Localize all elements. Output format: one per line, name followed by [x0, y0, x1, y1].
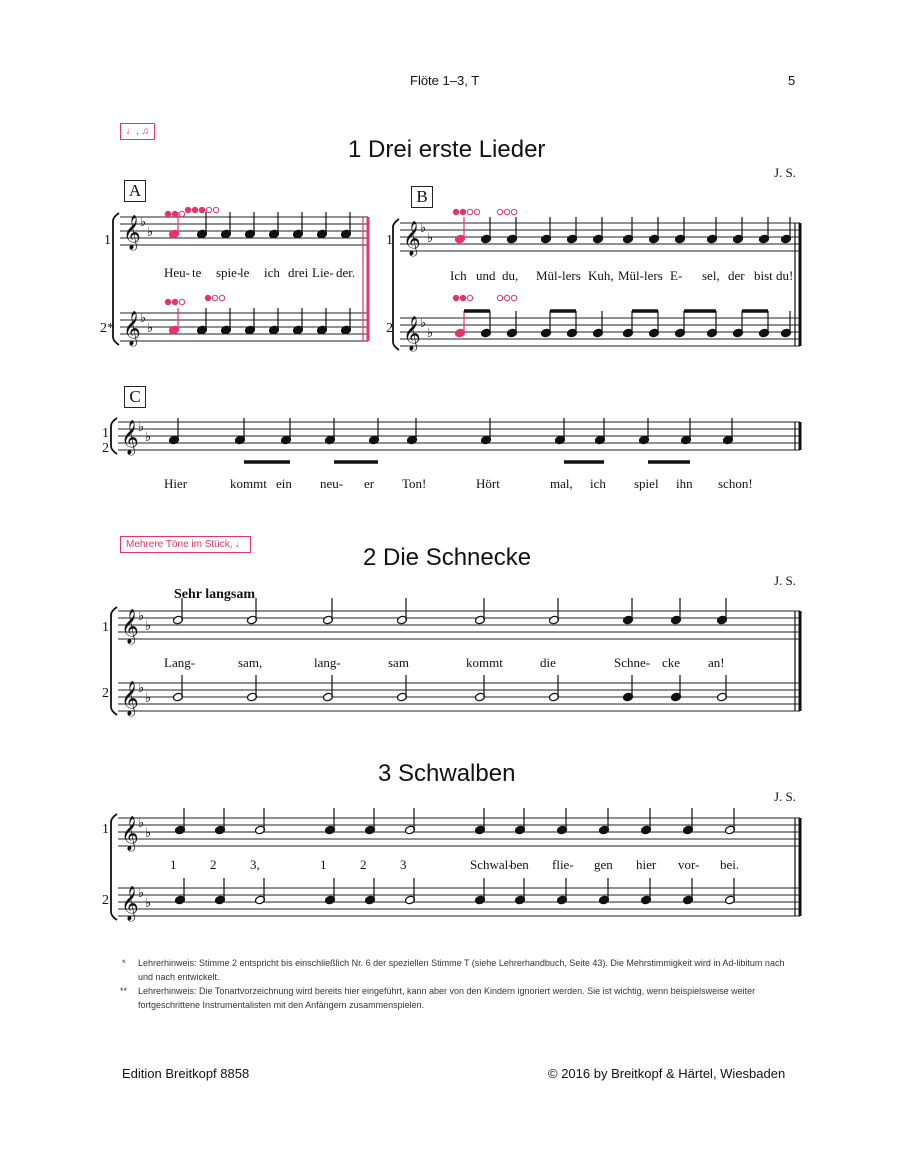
staff-p2a-flat: ♭: [145, 619, 152, 634]
fingering-b2: [453, 295, 458, 300]
staff-b2-clef: 𝄞: [403, 316, 421, 351]
lyric-syllable: Hört: [476, 476, 500, 491]
lyric-syllable: Kuh,: [588, 268, 614, 283]
lyric-syllable: und: [476, 268, 496, 283]
fingering-a2: [179, 299, 184, 304]
footnote-1: Lehrerhinweis: Stimme 2 entspricht bis einschließlich Nr. 6 der speziellen Stimme T (siehe Lehrerhandbuch, Seite 43). Die Mehrstimmigkeit wird in Ad-libitum nach und nach entwickelt.: [138, 958, 785, 982]
lyric-syllable: ein: [276, 476, 292, 491]
lyric-syllable: schon!: [718, 476, 753, 491]
staff-b2-flat: ♭: [427, 326, 434, 341]
lyric-syllable: Mül-: [536, 268, 562, 283]
copyright: © 2016 by Breitkopf & Härtel, Wiesbaden: [548, 1066, 786, 1081]
staff-a2-flat: ♭: [140, 311, 147, 326]
piece-2-title: 2 Die Schnecke: [363, 544, 532, 571]
lyric-syllable: mal,: [550, 476, 573, 491]
lyric-syllable: vor-: [678, 857, 700, 872]
fingering-b1: [474, 209, 479, 214]
lyric-syllable: le: [240, 265, 250, 280]
section-c-box: C: [124, 386, 146, 408]
staff-b2-flat: ♭: [420, 316, 427, 331]
staff-a2-clef: 𝄞: [123, 311, 141, 346]
lyric-syllable: Heu-: [164, 265, 190, 280]
lyric-syllable: 3,: [250, 857, 260, 872]
staff-p2-label-2: 2: [102, 686, 109, 701]
fingering-a2b: [205, 295, 210, 300]
lyric-syllable: Hier: [164, 476, 188, 491]
staff-p2a-clef: 𝄞: [121, 609, 139, 644]
lyric-syllable: sam: [388, 655, 409, 670]
lyric-syllable: der.: [336, 265, 356, 280]
lyric-syllable: kommt: [466, 655, 503, 670]
piece-1-title: 1 Drei erste Lieder: [348, 136, 546, 163]
staff-c-flat: ♭: [138, 420, 145, 435]
staff-a2-flat: ♭: [147, 321, 154, 336]
staff-p3-label-2: 2: [102, 893, 109, 908]
fingering-a1b: [192, 207, 197, 212]
fingering-b1b: [511, 209, 516, 214]
footnote-1-mark: *: [122, 958, 126, 968]
lyric-syllable: er: [364, 476, 375, 491]
fingering-a1: [165, 211, 170, 216]
fingering-a2: [165, 299, 170, 304]
fingering-a2b: [212, 295, 217, 300]
fingering-a1b: [213, 207, 218, 212]
running-header: Flöte 1–3, T: [410, 73, 480, 88]
lyric-syllable: Mül-: [618, 268, 644, 283]
staff-c-label-1: 1: [102, 426, 109, 441]
lyric-syllable: lers: [644, 268, 663, 283]
staff-c-flat: ♭: [145, 430, 152, 445]
fingering-a1b: [206, 207, 211, 212]
staff-p3-label-1: 1: [102, 822, 109, 837]
lyric-syllable: an!: [708, 655, 725, 670]
fingering-b2b: [511, 295, 516, 300]
lyric-syllable: 1: [170, 857, 177, 872]
page-number: 5: [788, 73, 796, 88]
lyric-syllable: spie-: [216, 265, 242, 280]
lyric-syllable: sel,: [702, 268, 720, 283]
bracket-a: [113, 213, 119, 345]
lyric-syllable: cke: [662, 655, 681, 670]
fingering-a1b: [199, 207, 204, 212]
lyric-syllable: 3: [400, 857, 407, 872]
staff-a1-flat: ♭: [147, 225, 154, 240]
lyric-syllable: sam,: [238, 655, 263, 670]
bracket-c: [111, 418, 117, 454]
section-b-box: B: [411, 186, 433, 208]
lyric-syllable: lang-: [314, 655, 341, 670]
lyric-syllable: spiel: [634, 476, 659, 491]
staff-p2b-flat: ♭: [145, 691, 152, 706]
staff-b1-clef: 𝄞: [403, 221, 421, 256]
fingering-b2: [460, 295, 465, 300]
lyric-syllable: du,: [502, 268, 519, 283]
fingering-a1: [179, 211, 184, 216]
lyric-syllable: bei.: [720, 857, 740, 872]
section-a-box: A: [124, 180, 146, 202]
fingering-a2: [172, 299, 177, 304]
lyric-syllable: neu-: [320, 476, 344, 491]
fingering-b1: [453, 209, 458, 214]
staff-p2a-flat: ♭: [138, 609, 145, 624]
staff-b1-flat: ♭: [420, 221, 427, 236]
fingering-b1b: [504, 209, 509, 214]
staff-b-label-2: 2: [386, 321, 393, 336]
fingering-b1b: [497, 209, 502, 214]
lyric-syllable: gen: [594, 857, 613, 872]
piece-3-title: 3 Schwalben: [378, 760, 516, 787]
fingering-b2b: [504, 295, 509, 300]
lyric-syllable: bist: [754, 268, 773, 283]
lyric-syllable: der: [728, 268, 745, 283]
staff-p2-label-1: 1: [102, 620, 109, 635]
staff-p2b-clef: 𝄞: [121, 681, 139, 716]
lyric-syllable: kommt: [230, 476, 267, 491]
staff-c-label-2: 2: [102, 441, 109, 456]
fingering-b2b: [497, 295, 502, 300]
fingering-a1b: [185, 207, 190, 212]
lyric-syllable: flie-: [552, 857, 574, 872]
staff-b-label-1: 1: [386, 233, 393, 248]
lyric-syllable: te: [192, 265, 202, 280]
piece-1-composer: J. S.: [774, 165, 797, 180]
bracket-b: [393, 219, 399, 350]
staff-c-clef: 𝄞: [121, 420, 139, 455]
staff-p2b-flat: ♭: [138, 681, 145, 696]
lyric-syllable: die: [540, 655, 556, 670]
fingering-b1: [460, 209, 465, 214]
lyric-syllable: 2: [210, 857, 217, 872]
staff-p3a-clef: 𝄞: [121, 816, 139, 851]
staff-p3a-flat: ♭: [138, 816, 145, 831]
lyric-syllable: drei: [288, 265, 309, 280]
rhythm-badge: ♩, ♫: [120, 123, 155, 140]
lyric-syllable: du!: [776, 268, 794, 283]
staff-a1-flat: ♭: [140, 215, 147, 230]
lyric-syllable: Ton!: [402, 476, 427, 491]
lyric-syllable: E-: [670, 268, 683, 283]
piece-3-composer: J. S.: [774, 789, 797, 804]
staff-p3a-flat: ♭: [145, 826, 152, 841]
lyric-syllable: ich: [590, 476, 606, 491]
lyric-syllable: 1: [320, 857, 327, 872]
lyric-syllable: Schwal-: [470, 857, 513, 872]
lyric-syllable: 2: [360, 857, 367, 872]
staff-a1-clef: 𝄞: [123, 215, 141, 250]
multi-tone-badge: Mehrere Töne im Stück, ♩: [120, 536, 251, 553]
lyric-syllable: ich: [264, 265, 280, 280]
fingering-a1: [172, 211, 177, 216]
lyric-syllable: lers: [562, 268, 581, 283]
edition-number: Edition Breitkopf 8858: [122, 1066, 250, 1081]
footnote-2: Lehrerhinweis: Die Tonartvorzeichnung wird bereits hier eingeführt, kann aber von den Kindern ignoriert werden. Sie ist wichtig, wenn beispielsweise weiter fortgeschrittene Instrumentalisten mit den Anfängern zusammenspielen.: [138, 986, 756, 1010]
bracket-p2: [111, 607, 117, 715]
lyric-syllable: ben: [510, 857, 529, 872]
fingering-b2: [467, 295, 472, 300]
staff-a-label-1: 1: [104, 233, 111, 248]
lyric-syllable: ihn: [676, 476, 693, 491]
staff-p3b-flat: ♭: [145, 896, 152, 911]
footnote-2-mark: **: [120, 986, 128, 996]
lyric-syllable: Schne-: [614, 655, 651, 670]
lyric-syllable: Lang-: [164, 655, 196, 670]
lyric-syllable: hier: [636, 857, 657, 872]
bracket-p3: [111, 814, 117, 920]
tempo-marking: Sehr langsam: [174, 587, 256, 602]
staff-b1-flat: ♭: [427, 231, 434, 246]
staff-a-label-2: 2*: [100, 321, 114, 336]
lyric-syllable: Ich: [450, 268, 467, 283]
staff-p3b-clef: 𝄞: [121, 886, 139, 921]
piece-2-composer: J. S.: [774, 573, 797, 588]
lyric-syllable: Lie-: [312, 265, 334, 280]
fingering-b1: [467, 209, 472, 214]
fingering-a2b: [219, 295, 224, 300]
staff-p3b-flat: ♭: [138, 886, 145, 901]
